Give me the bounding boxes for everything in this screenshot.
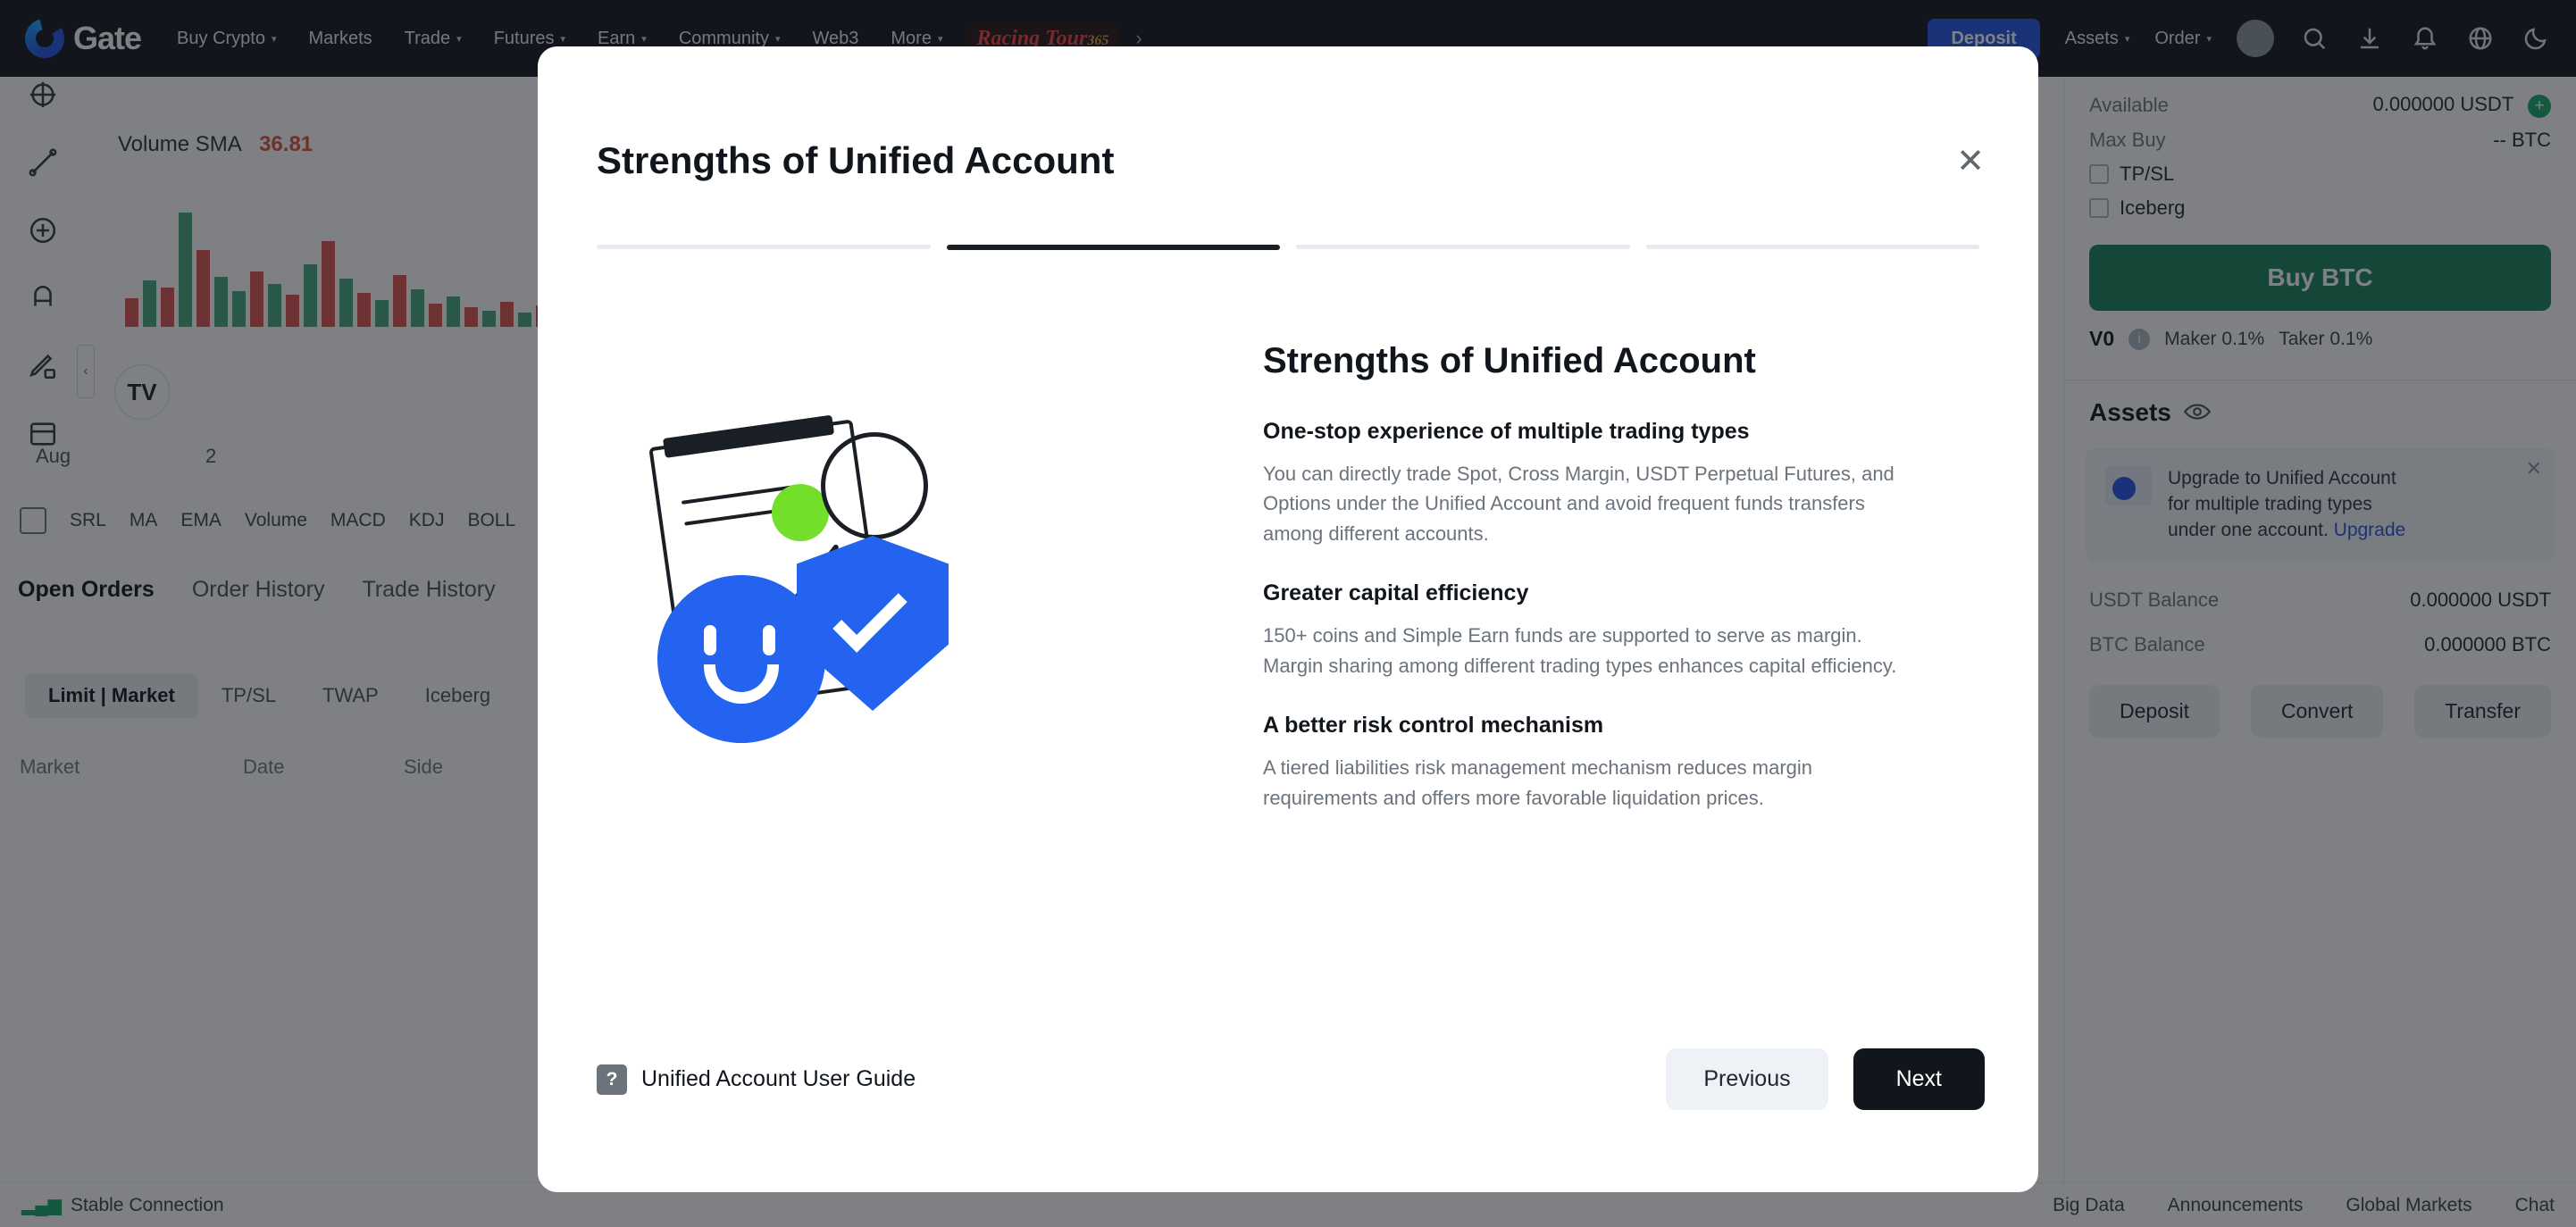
section-heading-1: One-stop experience of multiple trading types: [1263, 419, 1750, 444]
green-circle-icon: [772, 484, 829, 541]
modal-footer: [597, 1048, 1985, 1110]
unified-account-modal: [538, 46, 2038, 1192]
section-heading-3: A better risk control mechanism: [1263, 713, 1604, 739]
unified-account-illustration: [638, 413, 1111, 788]
modal-content: [1263, 341, 1915, 845]
document-header-bar: [663, 415, 834, 458]
progress-segment-4[interactable]: [1646, 245, 1980, 249]
close-icon[interactable]: ✕: [1956, 143, 1985, 180]
modal-footer-buttons: [1666, 1048, 1985, 1110]
modal-header-title: Strengths of Unified Account: [597, 139, 1115, 181]
modal-body-title: Strengths of Unified Account: [1263, 341, 1756, 380]
progress-segment-3[interactable]: [1296, 245, 1630, 249]
magnifier-icon: [821, 432, 928, 539]
progress-segment-2[interactable]: [947, 245, 1281, 250]
section-text-3: A tiered liabilities risk management mechanism reduces margin requirements and offers more favorable liquidation prices.: [1263, 756, 1813, 809]
next-button[interactable]: Next: [1853, 1048, 1985, 1110]
section-heading-2: Greater capital efficiency: [1263, 580, 1529, 606]
previous-button[interactable]: Previous: [1666, 1048, 1827, 1110]
question-mark-icon: ?: [597, 1064, 627, 1095]
user-guide-label: Unified Account User Guide: [641, 1066, 916, 1091]
modal-progress-indicator: [597, 245, 1979, 250]
section-text-1: You can directly trade Spot, Cross Margin, USDT Perpetual Futures, and Options under the Unified Account and avoid frequent funds transfers among different accounts.: [1263, 463, 1894, 545]
progress-segment-1[interactable]: [597, 245, 931, 249]
section-text-2: 150+ coins and Simple Earn funds are supported to serve as margin. Margin sharing among different trading types enhances capital efficiency.: [1263, 624, 1897, 677]
user-guide-link[interactable]: [597, 1064, 916, 1095]
